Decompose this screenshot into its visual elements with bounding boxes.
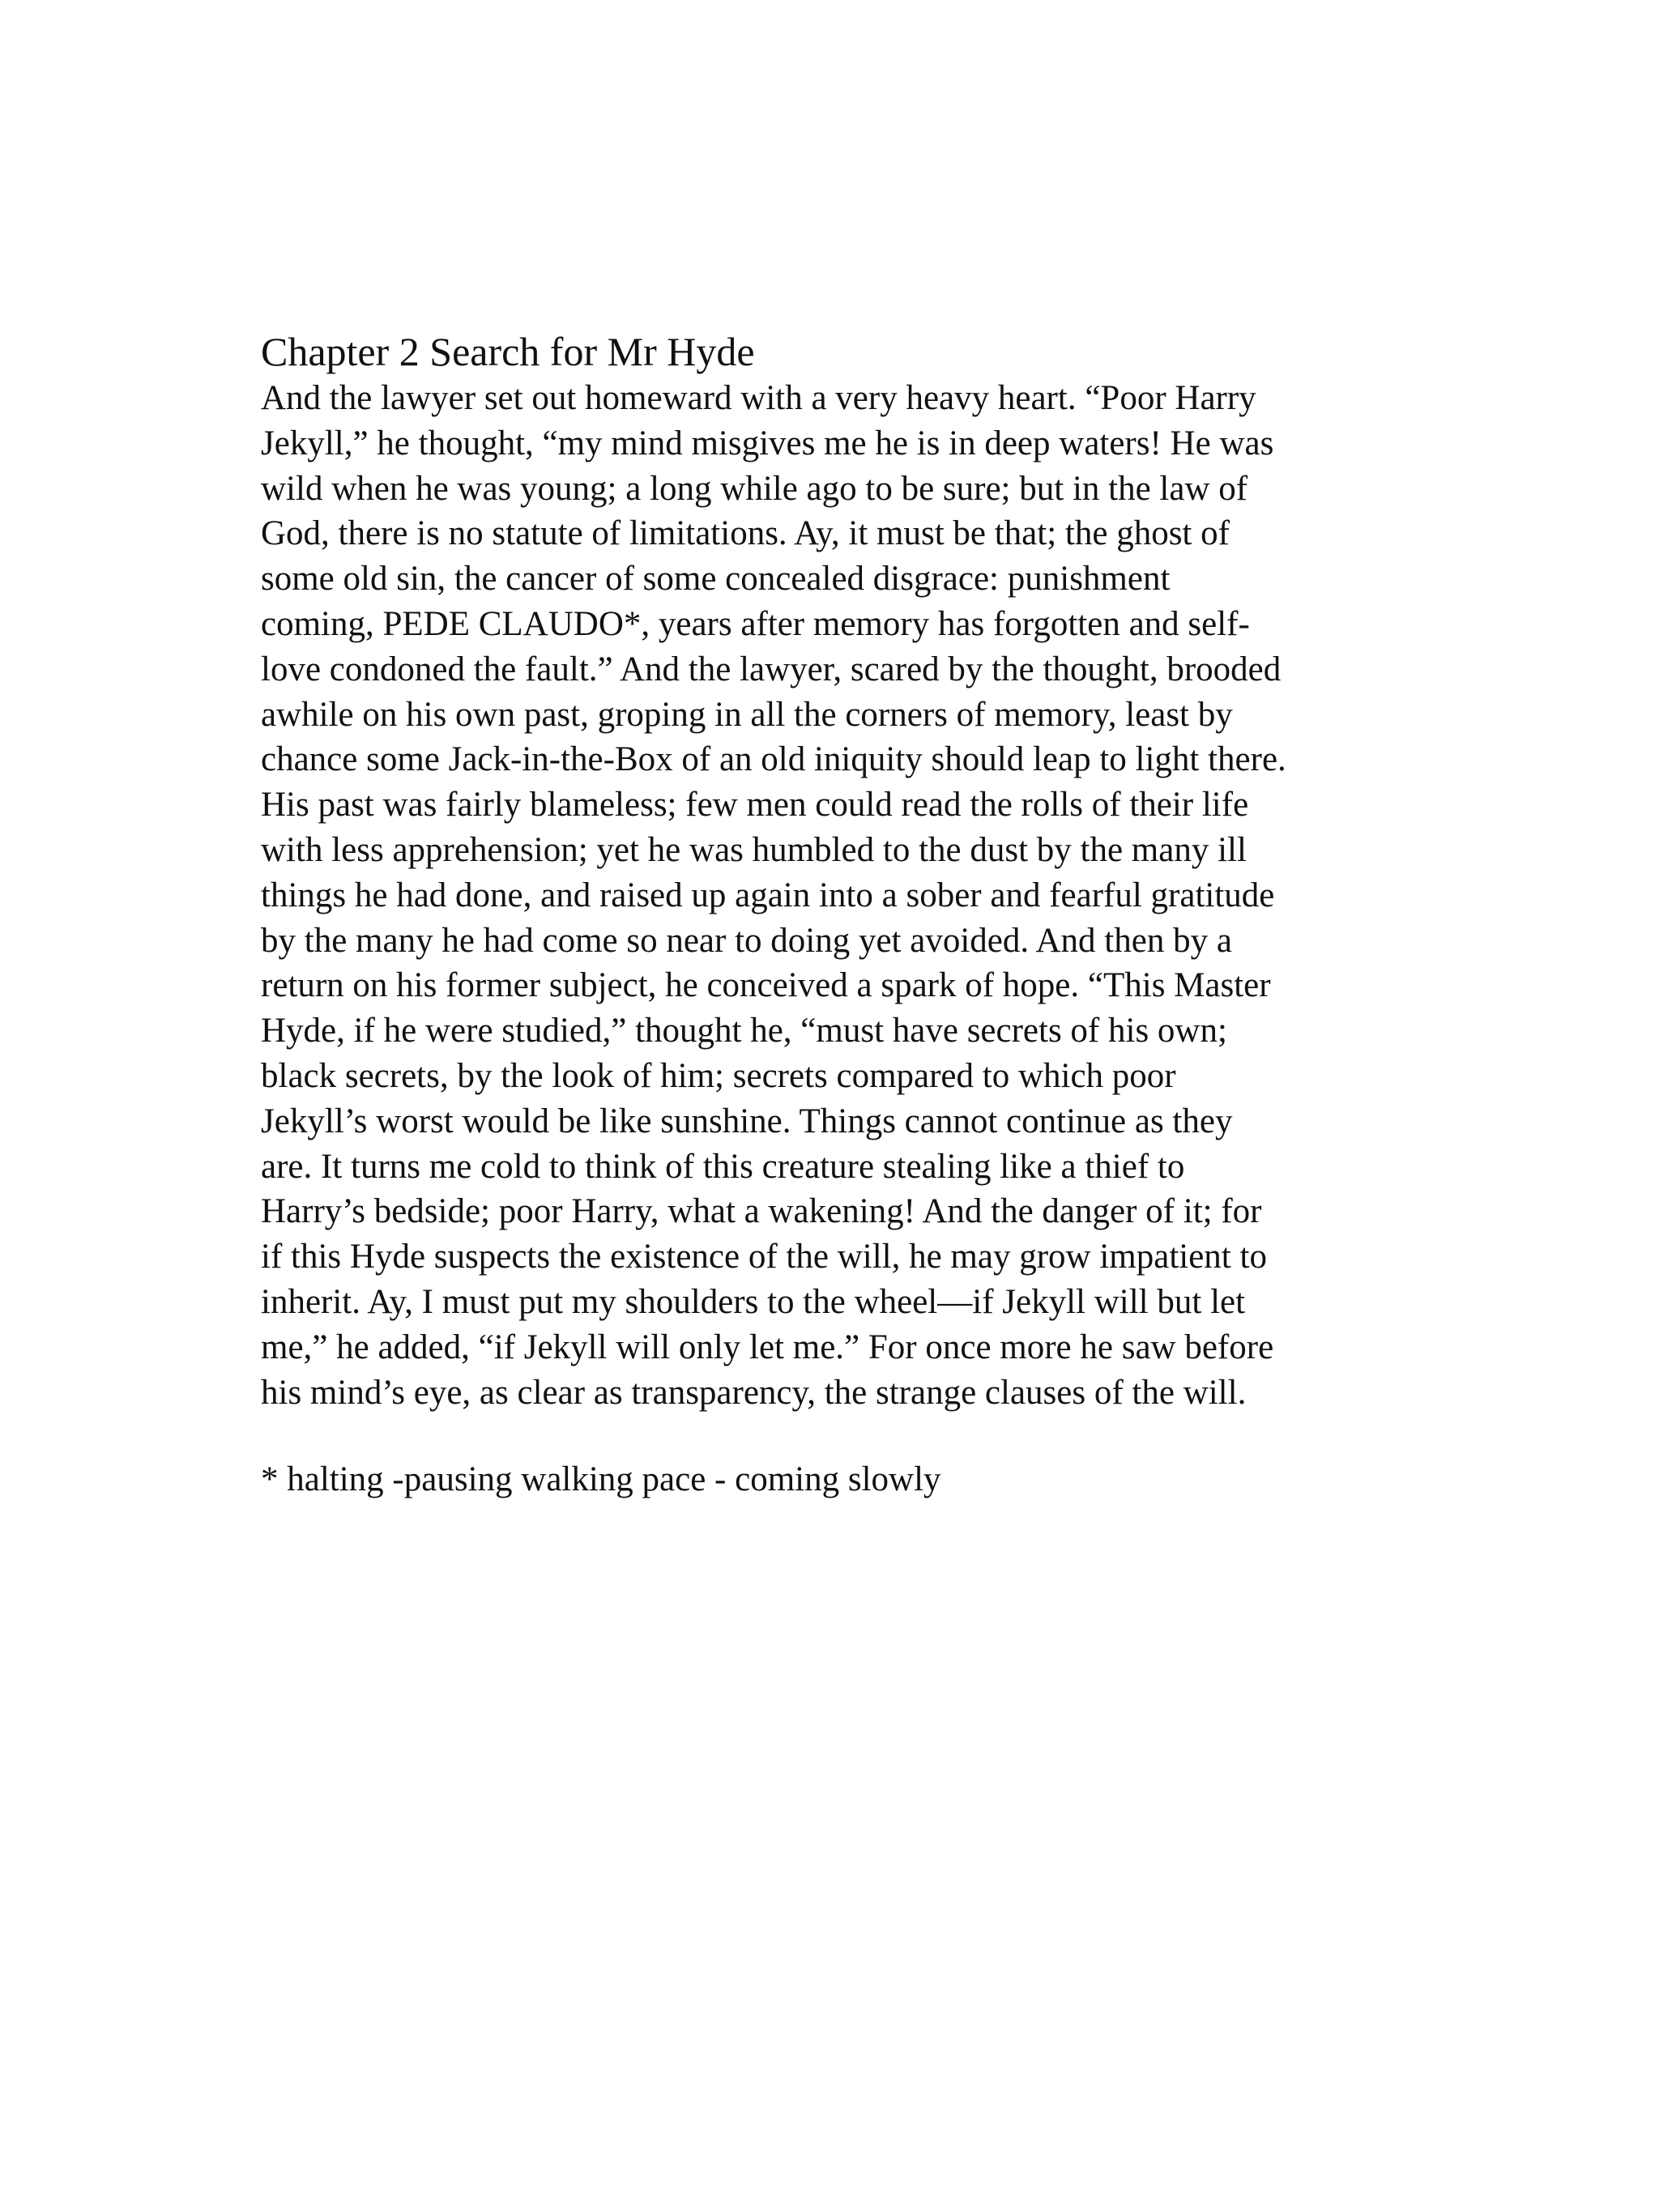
- body-line: inherit. Ay, I must put my shoulders to the wheel—if Jekyll will but let: [261, 1282, 1246, 1321]
- body-line: love condoned the fault.” And the lawyer, scared by the thought, brooded: [261, 650, 1282, 688]
- body-line: wild when he was young; a long while ago to be sure; but in the law of: [261, 469, 1248, 508]
- body-line: return on his former subject, he conceived a spark of hope. “This Master: [261, 966, 1271, 1005]
- body-line: Hyde, if he were studied,” thought he, “must have secrets of his own;: [261, 1012, 1227, 1051]
- body-line: things he had done, and raised up again into a sober and fearful gratitude: [261, 876, 1275, 914]
- body-line: by the many he had come so near to doing yet avoided. And then by a: [261, 921, 1232, 960]
- body-line: with less apprehension; yet he was humbled to the dust by the many ill: [261, 830, 1247, 869]
- body-line: chance some Jack-in-the-Box of an old iniquity should leap to light there.: [261, 740, 1286, 779]
- body-line: awhile on his own past, groping in all the corners of memory, least by: [261, 695, 1233, 734]
- body-line: some old sin, the cancer of some concealed disgrace: punishment: [261, 560, 1171, 599]
- body-line: if this Hyde suspects the existence of the will, he may grow impatient to: [261, 1238, 1267, 1276]
- body-line: And the lawyer set out homeward with a very heavy heart. “Poor Harry: [261, 379, 1256, 417]
- body-line: coming, PEDE CLAUDO*, years after memory has forgotten and self-: [261, 604, 1250, 643]
- page-content: [261, 327, 1387, 1502]
- body-line: Harry’s bedside; poor Harry, what a wakening! And the danger of it; for: [261, 1192, 1262, 1231]
- body-line: God, there is no statute of limitations. Ay, it must be that; the ghost of: [261, 514, 1230, 553]
- chapter-title: Chapter 2 Search for Mr Hyde: [261, 329, 755, 374]
- body-line: his mind’s eye, as clear as transparency, the strange clauses of the will.: [261, 1373, 1247, 1412]
- chapter-body: [261, 376, 1387, 1415]
- body-line: Jekyll,” he thought, “my mind misgives me he is in deep waters! He was: [261, 424, 1274, 462]
- body-line: are. It turns me cold to think of this creature stealing like a thief to: [261, 1147, 1185, 1186]
- body-line: me,” he added, “if Jekyll will only let me.” For once more he saw before: [261, 1328, 1274, 1366]
- footnote: * halting -pausing walking pace - coming slowly: [261, 1460, 941, 1499]
- body-line: Jekyll’s worst would be like sunshine. Things cannot continue as they: [261, 1102, 1233, 1140]
- body-line: black secrets, by the look of him; secrets compared to which poor: [261, 1056, 1176, 1095]
- body-line: His past was fairly blameless; few men could read the rolls of their life: [261, 786, 1249, 825]
